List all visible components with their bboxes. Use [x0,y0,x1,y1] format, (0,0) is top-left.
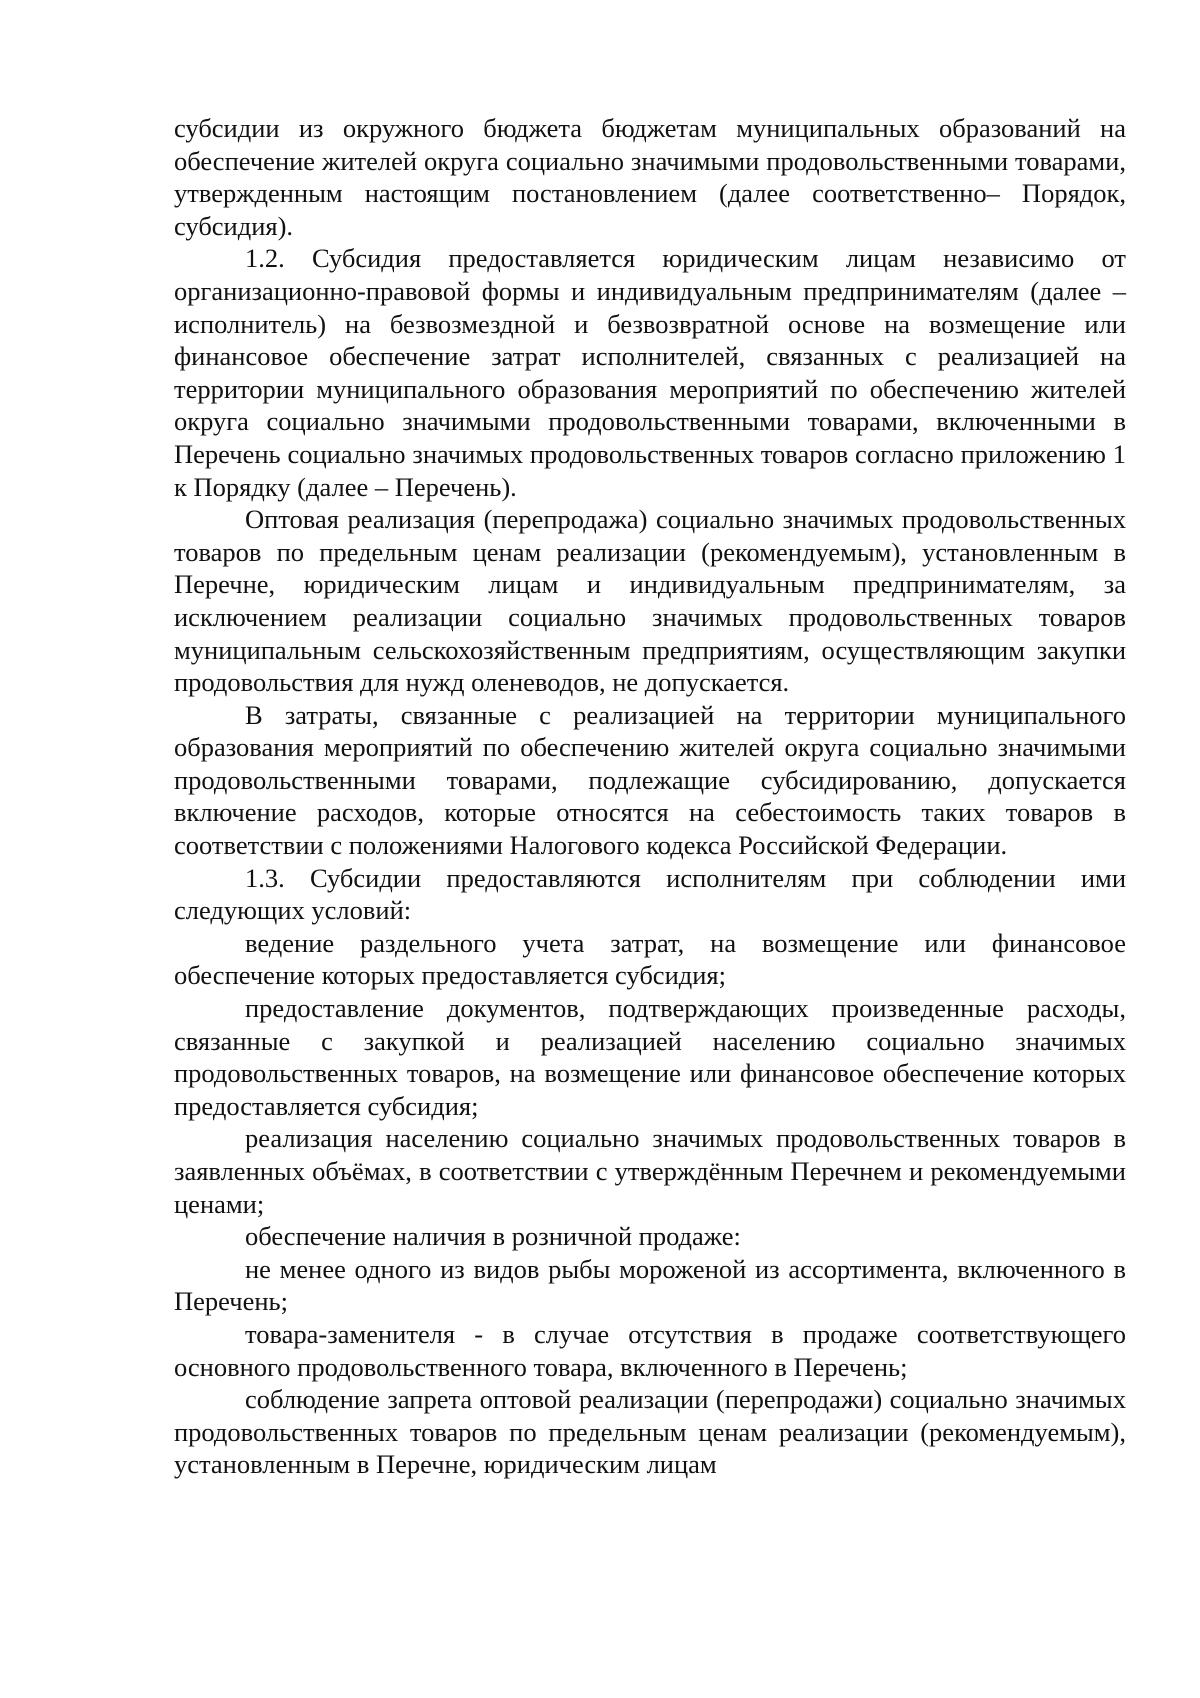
paragraph-costs: В затраты, связанные с реализацией на территории муниципального образования мероприятий по обеспечению жителей округа социально значимыми продовольственными товарами, подлежащие субсидированию, допускается включение расходов, которые относятся на себестоимость таких товаров в соответствии с положениями Налогового кодекса Российской Федерации. [174,699,1126,861]
paragraph-section-1-3: 1.3. Субсидии предоставляются исполнителям при соблюдении ими следующих условий: [174,862,1126,926]
paragraph-condition-availability: обеспечение наличия в розничной продаже: [245,1221,741,1252]
paragraph-wholesale-prohibition: Оптовая реализация (перепродажа) социально значимых продовольственных товаров по предельным ценам реализации (рекомендуемым), установленным в Перечне, юридическим лицам и индивидуальным предпринимателям, за исключением реализации социально значимых продовольственных товаров муниципальным сельскохозяйственным предприятиям, осуществляющим закупки продовольствия для нужд оленеводов, не допускается. [174,504,1126,698]
paragraph-condition-accounting: ведение раздельного учета затрат, на возмещение или финансовое обеспечение которых предоставляется субсидия; [174,927,1126,991]
paragraph-condition-documents: предоставление документов, подтверждающих произведенные расходы, связанные с закупкой и реализацией населению социально значимых продовольственных товаров, на возмещение или финансовое обеспечение которых предоставляется субсидия; [174,993,1126,1121]
paragraph-condition-wholesale-ban: соблюдение запрета оптовой реализации (перепродажи) социально значимых продовольственных товаров по предельным ценам реализации (рекомендуемым), установленным в Перечне, юридическим лицам [174,1384,1126,1480]
paragraph-condition-substitute: товара-заменителя - в случае отсутствия в продаже соответствующего основного продовольственного товара, включенного в Перечень; [174,1318,1126,1382]
paragraph-continuation: субсидии из окружного бюджета бюджетам муниципальных образований на обеспечение жителей округа социально значимыми продовольственными товарами, утвержденным настоящим постановлением (далее соответственно– Порядок, субсидия). [174,113,1126,241]
paragraph-condition-sales: реализация населению социально значимых продовольственных товаров в заявленных объёмах, в соответствии с утверждённым Перечнем и рекомендуемыми ценами; [174,1123,1126,1219]
paragraph-section-1-2: 1.2. Субсидия предоставляется юридическим лицам независимо от организационно-правовой формы и индивидуальным предпринимателям (далее – исполнитель) на безвозмездной и безвозвратной основе на возмещение или финансовое обеспечение затрат исполнителей, связанных с реализацией на территории муниципального образования мероприятий по обеспечению жителей округа социально значимыми продовольственными товарами, включенными в Перечень социально значимых продовольственных товаров согласно приложению 1 к Порядку (далее – Перечень). [174,243,1126,502]
document-body [174,112,1126,1481]
paragraph-condition-fish: не менее одного из видов рыбы мороженой из ассортимента, включенного в Перечень; [174,1253,1126,1317]
